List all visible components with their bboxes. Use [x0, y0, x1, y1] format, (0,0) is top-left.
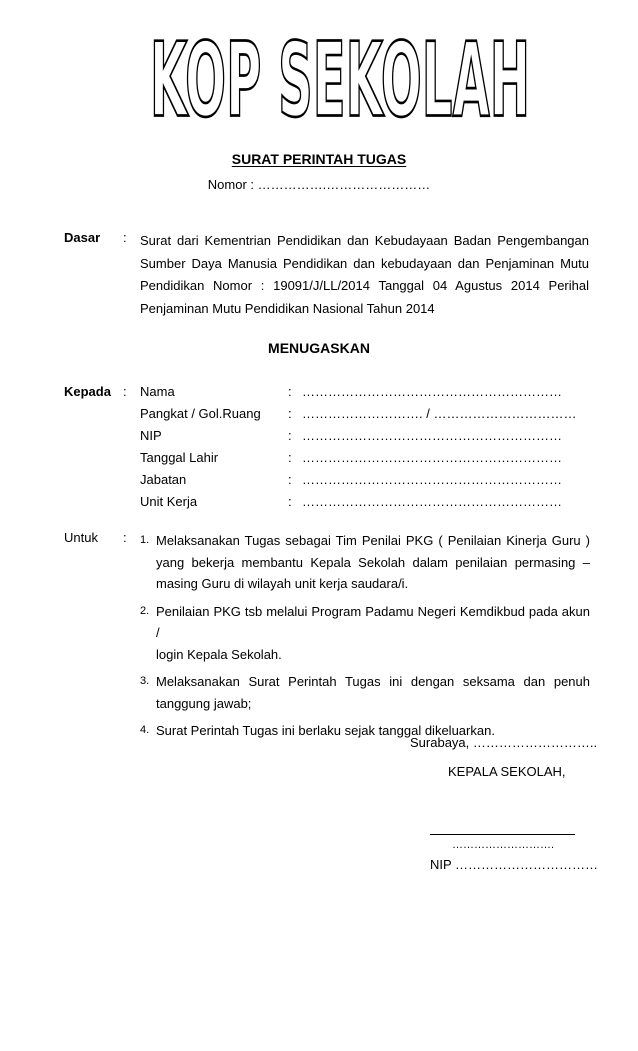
- list-item-line: yang bekerja membantu Kepala Sekolah dalam penilaian permasing –: [156, 554, 590, 570]
- list-item: [140, 530, 590, 595]
- document-number: Nomor : …………….……………………: [207, 177, 431, 192]
- untuk-label: Untuk: [64, 530, 98, 545]
- field-value: ……………………………………………………: [302, 450, 562, 465]
- field-name: Tanggal Lahir: [140, 450, 219, 465]
- field-name: Jabatan: [140, 472, 187, 487]
- menugaskan-heading: MENUGASKAN: [268, 340, 370, 356]
- dasar-text: [140, 230, 589, 321]
- kepada-colon: :: [123, 384, 127, 399]
- dasar-line: Penjaminan Mutu Pendidikan Nasional Tahun 2014: [140, 301, 435, 317]
- signer-nip: NIP ……………………………: [430, 857, 599, 872]
- list-item: [140, 601, 590, 666]
- field-row-unit-kerja: [140, 494, 562, 514]
- list-item-line: masing Guru di wilayah unit kerja saudara/i.: [156, 576, 409, 591]
- signer-position: KEPALA SEKOLAH,: [448, 764, 566, 779]
- field-value: ……………………………………………………: [302, 428, 562, 443]
- list-item-number: 4.: [140, 724, 150, 736]
- dasar-label: Dasar: [64, 230, 101, 245]
- list-item: [140, 671, 590, 714]
- field-name: Nama: [140, 384, 175, 399]
- list-item-line: Penilaian PKG tsb melalui Program Padamu Negeri Kemdikbud pada akun /: [156, 603, 590, 640]
- field-row-nama: [140, 384, 562, 404]
- dasar-colon: :: [123, 230, 127, 245]
- dasar-line: Pendidikan Nomor : 19091/J/LL/2014 Tanggal 04 Agustus 2014 Perihal: [140, 278, 589, 294]
- document-title: SURAT PERINTAH TUGAS: [231, 151, 407, 167]
- list-item-number: 3.: [140, 675, 150, 687]
- dasar-line: Sumber Daya Manusia Pendidikan dan kebudayaan dan Penjaminan Mutu: [140, 255, 589, 271]
- field-value: ………………………. / ……………………………: [302, 406, 577, 421]
- field-colon: :: [288, 494, 292, 509]
- field-value: ……………………………………………………: [302, 494, 562, 509]
- field-name: Pangkat / Gol.Ruang: [140, 406, 261, 421]
- list-item-line: login Kepala Sekolah.: [156, 646, 282, 662]
- untuk-colon: :: [123, 530, 127, 545]
- list-item-line: Melaksanakan Surat Perintah Tugas ini dengan seksama dan penuh: [156, 674, 590, 689]
- dasar-line: Surat dari Kementrian Pendidikan dan Kebudayaan Badan Pengembangan: [140, 233, 589, 248]
- field-name: NIP: [140, 428, 162, 443]
- signature-line: [430, 834, 575, 835]
- list-item-number: 2.: [140, 604, 150, 617]
- task-list: [140, 530, 590, 742]
- field-value: ……………………………………………………: [302, 472, 562, 487]
- field-colon: :: [288, 472, 292, 487]
- letterhead-outline-text: [0, 28, 638, 124]
- field-colon: :: [288, 384, 292, 399]
- field-name: Unit Kerja: [140, 494, 198, 509]
- svg-text:KOP SEKOLAH: KOP SEKOLAH: [149, 28, 530, 124]
- list-item-line: Surat Perintah Tugas ini berlaku sejak tanggal dikeluarkan.: [156, 723, 495, 738]
- field-row-jabatan: [140, 472, 562, 492]
- signer-name-placeholder: ……………………….: [452, 839, 555, 851]
- field-row-nip: [140, 428, 562, 448]
- list-item-number: 1.: [140, 534, 150, 546]
- place-date: Surabaya, ………………………..: [410, 735, 598, 750]
- field-row-pangkat: [140, 406, 577, 426]
- field-value: ……………………………………………………: [302, 384, 562, 399]
- field-colon: :: [288, 428, 292, 443]
- field-colon: :: [288, 450, 292, 465]
- field-row-tanggal-lahir: [140, 450, 562, 470]
- list-item-line: Melaksanakan Tugas sebagai Tim Penilai PKG ( Penilaian Kinerja Guru ): [156, 533, 590, 548]
- field-colon: :: [288, 406, 292, 421]
- list-item-line: tanggung jawab;: [156, 695, 252, 711]
- letterhead-placeholder: [0, 28, 638, 124]
- kepada-label: Kepada: [64, 384, 111, 399]
